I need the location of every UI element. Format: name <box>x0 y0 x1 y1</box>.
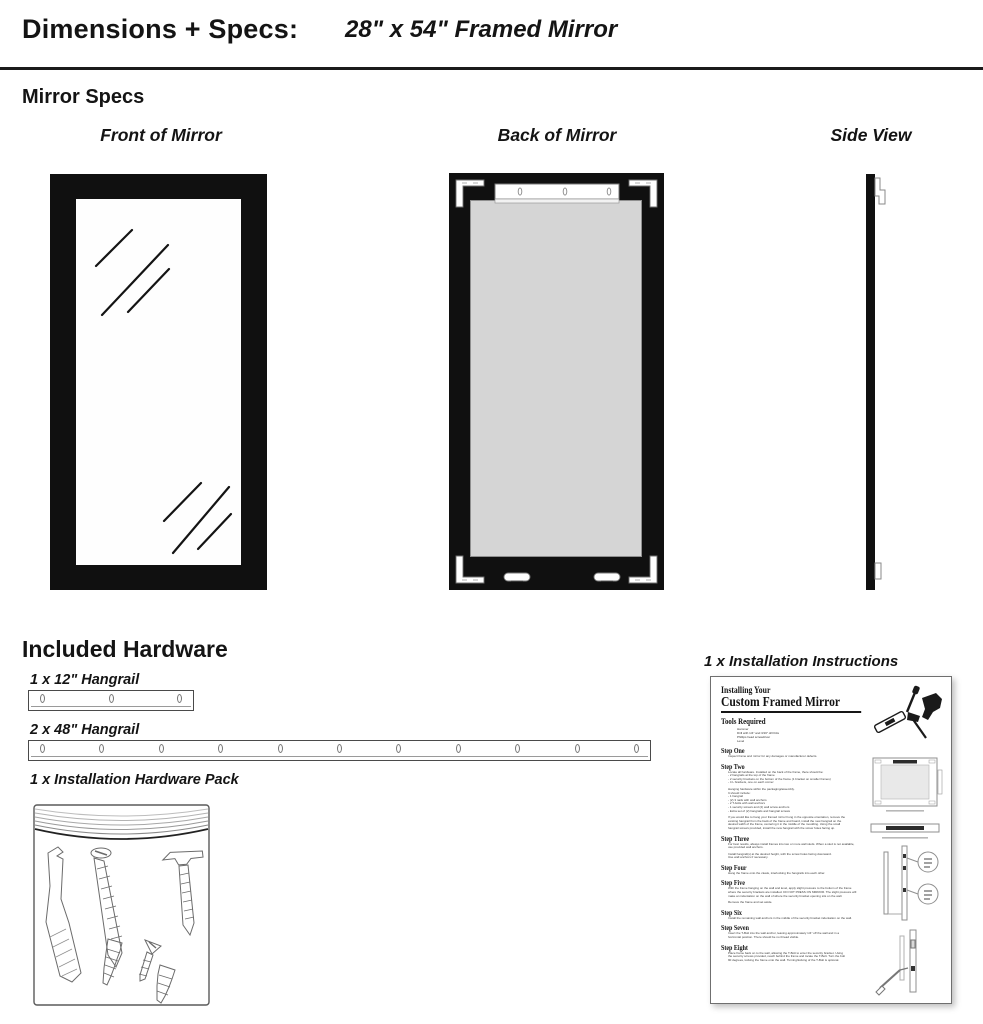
front-mirror-diagram <box>50 174 267 590</box>
side-view-diagram <box>852 171 896 593</box>
hangrail-12-diagram <box>28 690 194 711</box>
bracket-screw-marks <box>462 183 651 580</box>
hardware-pack-diagram <box>32 797 212 1009</box>
hangrail-mini-diagram <box>871 824 939 839</box>
wall-mount-mini-diagram <box>884 846 938 920</box>
mirror-glass <box>76 199 241 565</box>
page-title: Dimensions + Specs: <box>22 14 299 44</box>
tools-required-heading: Tools Required <box>721 717 766 726</box>
tools-list: Hammer Drill with 1/4" and 3/16" drill bits Phillips head screwdriver Level <box>737 727 779 743</box>
side-hangrail-hook-icon <box>875 178 885 204</box>
frame-back-mini-diagram <box>873 758 942 812</box>
front-of-mirror-label: Front of Mirror <box>100 125 222 145</box>
back-mirror-diagram <box>449 173 664 590</box>
installation-instructions-label: 1 x Installation Instructions <box>704 653 899 670</box>
tools-illustration-icon <box>874 685 942 738</box>
page-subtitle: 28" x 54" Framed Mirror <box>345 16 618 43</box>
side-view-label: Side View <box>830 125 912 145</box>
back-hardware-overlay <box>449 173 664 590</box>
security-bracket-icons <box>504 573 620 581</box>
hangrail-48-diagram <box>28 740 651 761</box>
corner-bracket-icons <box>456 180 657 583</box>
back-of-mirror-label: Back of Mirror <box>497 125 617 145</box>
steps-list: Step One Inspect frame and mirror for any damages or manufacturer defects. Step Two Locate all hardware. Installed on the back of the frame, there should be: - 2 hangrails at the top of the frame - 2 security brackets on the bottom of the frame (1 bracket on smaller frames) - 4 L brackets, one on each corner Hanging hardware within the packaging/assembly. It should include: - 1 hangrail - (2) 3 nails with wall anchors - 2 T-bolts with wall anchors - 1 security screws and (2) wall screw anchors - Extra set of (2) hangrails and hangrail screws If you would like to hang your framed mirror hung in the opposite orientation, remove the existing hangrail from the back of the frame and board, install the new hangrail on the desired width of the frame, centering it in the middle of the moulding. Using the small hangrail screws provided, install the new hangrail with the screw holes facing up. Step Three For best results, always install frames into two or more wall studs. When a stud is not available, use provided wall anchors. Install hangrail(s) at the desired height, with the screw holes facing downward. Use wall anchors if necessary. Step Four Hang the frame onto the cleats, interlocking the hangrails into each other. Step Five With the frame hanging on the wall and level, apply slight pressure to the bottom of the frame where the security brackets are installed. DO NOT PRESS ON MIRROR. The slight pressure will make an indentation on the wall of where the security bracket opening sits on the wall. Remove the frame and set aside. Step Six Install the remaining wall anchors in the middle of the security bracket indentation on the wall. Step Seven Insert the T-Bolt into the wall anchor, leaving approximately 1/4" off the wall and in a horizontal position. There should be no thread visible. Step Eight Place frame back on to the wall, allowing the T-Bolt to enter the security bracket. Using the security screws provided, reach behind the frame and locate the T-Bolt. Turn the bolt 90 degrees, locking the frame onto the wall. Turning/locking of the T-Bolt is optional. <box>721 747 857 962</box>
side-bottom-bracket-icon <box>875 563 881 579</box>
hardware-pack-label: 1 x Installation Hardware Pack <box>30 772 239 788</box>
included-hardware-heading: Included Hardware <box>22 636 228 662</box>
instruction-sheet-text <box>721 686 867 962</box>
instruction-illustrations <box>866 682 948 996</box>
mounted-hangrail-icon <box>495 184 619 203</box>
hangrail-48-label: 2 x 48" Hangrail <box>30 722 140 738</box>
final-install-mini-diagram <box>876 930 916 995</box>
header-divider <box>0 67 983 70</box>
shine-lines-icon <box>76 199 241 565</box>
mirror-specs-heading: Mirror Specs <box>22 86 145 108</box>
side-frame-profile <box>866 174 875 590</box>
hangrail-12-label: 1 x 12" Hangrail <box>30 672 140 688</box>
sheet-title-line2: Custom Framed Mirror <box>721 695 861 713</box>
sheet-title-line1: Installing Your <box>721 685 771 695</box>
instruction-sheet <box>710 676 952 1004</box>
